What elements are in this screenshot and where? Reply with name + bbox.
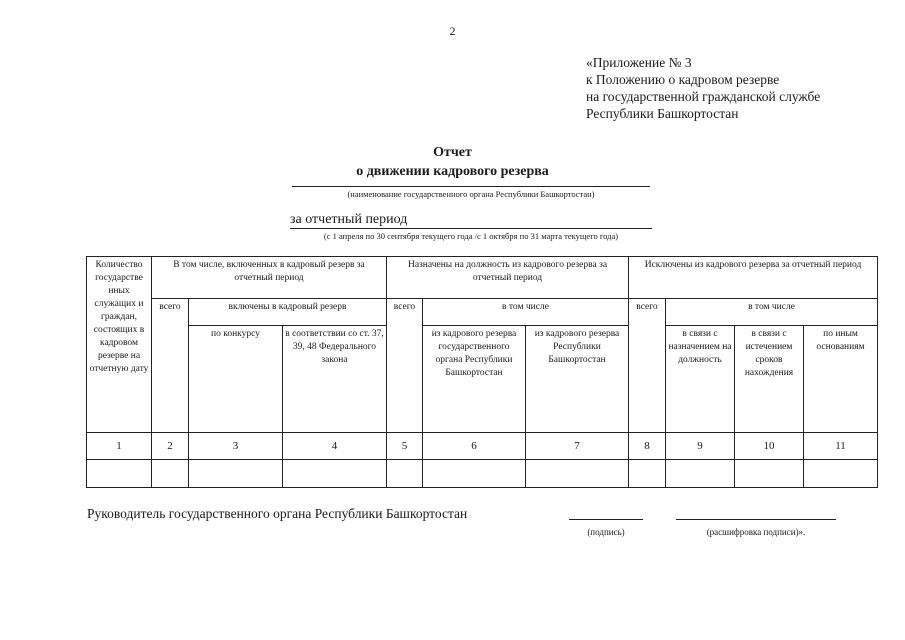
appendix-line: «Приложение № 3 bbox=[586, 55, 692, 70]
header-cell-org-reserve: из кадрового резерва государственного органа Республики Башкортостан bbox=[423, 326, 526, 433]
header-cell-expiry: в связи с истечением сроков нахождения bbox=[735, 326, 804, 433]
data-cell[interactable] bbox=[629, 460, 666, 488]
appendix-line: на государственной гражданской службе bbox=[586, 89, 821, 104]
appendix-line: Республики Башкортостан bbox=[586, 106, 739, 121]
column-number: 2 bbox=[152, 433, 189, 460]
column-number: 1 bbox=[87, 433, 152, 460]
column-number: 9 bbox=[666, 433, 735, 460]
header-cell-sub: в том числе bbox=[423, 299, 629, 326]
header-cell-law: в соответствии со ст. 37, 39, 48 Федерального закона bbox=[283, 326, 387, 433]
data-cell[interactable] bbox=[423, 460, 526, 488]
data-cell[interactable] bbox=[189, 460, 283, 488]
column-number: 7 bbox=[526, 433, 629, 460]
column-number: 6 bbox=[423, 433, 526, 460]
data-cell[interactable] bbox=[666, 460, 735, 488]
appendix-block bbox=[586, 54, 820, 122]
header-cell-included: В том числе, включенных в кадровый резерв за отчетный период bbox=[152, 257, 387, 299]
header-cell-appointment: в связи с назначением на должность bbox=[666, 326, 735, 433]
header-cell-total: всего bbox=[629, 299, 666, 433]
data-cell[interactable] bbox=[735, 460, 804, 488]
head-label: Руководитель государственного органа Республики Башкортостан bbox=[87, 506, 468, 521]
data-cell[interactable] bbox=[87, 460, 152, 488]
column-number: 5 bbox=[387, 433, 423, 460]
report-title: Отчет bbox=[433, 145, 472, 160]
header-cell-excluded: Исключены из кадрового резерва за отчетный период bbox=[629, 257, 878, 299]
signature-line bbox=[569, 519, 643, 520]
report-subtitle: о движении кадрового резерва bbox=[356, 164, 549, 179]
report-table bbox=[86, 256, 878, 488]
header-cell-contest: по конкурсу bbox=[189, 326, 283, 433]
header-cell-appointed: Назначены на должность из кадрового резерва за отчетный период bbox=[387, 257, 629, 299]
data-cell[interactable] bbox=[283, 460, 387, 488]
signature-caption: (подпись) bbox=[587, 527, 625, 537]
header-cell-other: по иным основаниям bbox=[804, 326, 878, 433]
header-cell-total: всего bbox=[387, 299, 423, 433]
column-number: 10 bbox=[735, 433, 804, 460]
org-name-line bbox=[292, 186, 650, 187]
header-cell-sub: включены в кадровый резерв bbox=[189, 299, 387, 326]
header-cell-count: Количество государстве нных служащих и граждан, состоящих в кадровом резерве на отчетную дату bbox=[87, 257, 152, 433]
column-number: 3 bbox=[189, 433, 283, 460]
decode-line bbox=[676, 519, 836, 520]
period-label: за отчетный период bbox=[290, 212, 408, 227]
data-cell[interactable] bbox=[526, 460, 629, 488]
data-cell[interactable] bbox=[804, 460, 878, 488]
period-line bbox=[290, 228, 652, 229]
header-cell-sub: в том числе bbox=[666, 299, 878, 326]
decode-caption: (расшифровка подписи)». bbox=[706, 527, 806, 537]
period-caption: (с 1 апреля по 30 сентября текущего года /с 1 октября по 31 марта текущего года) bbox=[323, 231, 619, 241]
appendix-line: к Положению о кадровом резерве bbox=[586, 72, 780, 87]
page-number: 2 bbox=[449, 24, 456, 38]
column-number: 8 bbox=[629, 433, 666, 460]
data-cell[interactable] bbox=[152, 460, 189, 488]
header-cell-total: всего bbox=[152, 299, 189, 433]
data-cell[interactable] bbox=[387, 460, 423, 488]
org-name-caption: (наименование государственного органа Республики Башкортостан) bbox=[347, 189, 595, 199]
header-cell-republic-reserve: из кадрового резерва Республики Башкортостан bbox=[526, 326, 629, 433]
column-number: 4 bbox=[283, 433, 387, 460]
column-number: 11 bbox=[804, 433, 878, 460]
